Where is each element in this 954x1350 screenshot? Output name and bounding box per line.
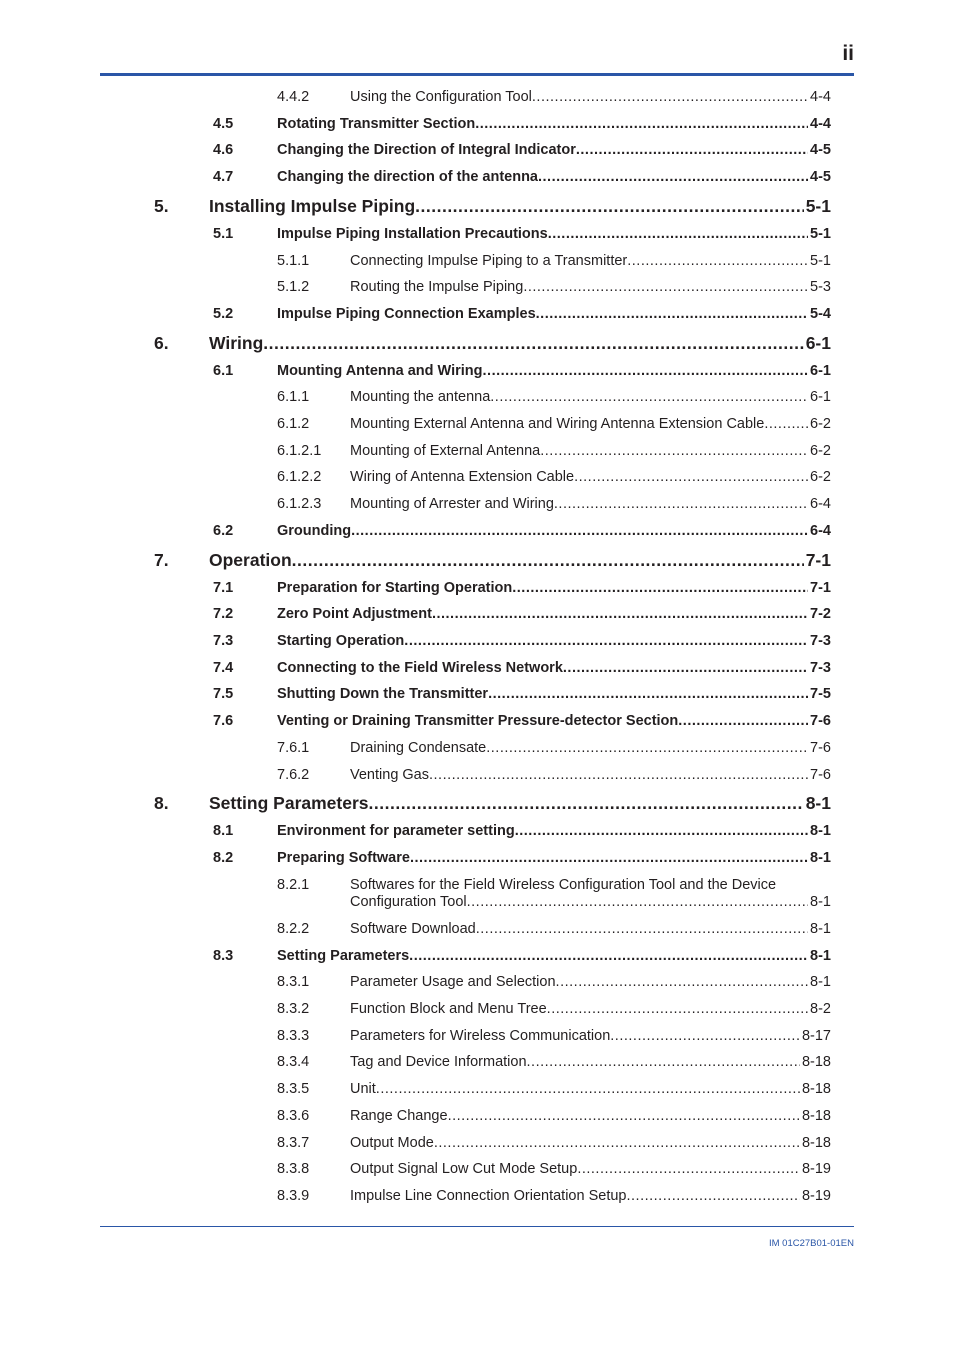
toc-entry[interactable]: [0, 1026, 954, 1046]
toc-number: 4.6: [213, 142, 234, 158]
toc-title: Zero Point Adjustment: [277, 606, 432, 622]
toc-number: 6.1.2: [277, 416, 310, 432]
dot-leader: [415, 195, 804, 217]
toc-title: Venting Gas: [350, 767, 429, 783]
toc-entry[interactable]: [0, 711, 954, 731]
toc-title: Draining Condensate: [350, 740, 487, 756]
toc-page: 5-3: [810, 279, 831, 295]
toc-page: 6-2: [810, 443, 831, 459]
toc-page: 8-1: [810, 921, 831, 937]
toc-page: 6-4: [810, 496, 831, 512]
toc-page: 4-4: [810, 89, 831, 105]
toc-entry[interactable]: [0, 738, 954, 758]
toc-entry[interactable]: [0, 1186, 954, 1206]
dot-leader: [376, 1079, 800, 1099]
toc-page: 7-1: [810, 580, 831, 596]
toc-page: 7-3: [810, 660, 831, 676]
toc-title: Environment for parameter setting: [277, 823, 515, 839]
dot-leader: [467, 892, 808, 912]
toc-title: Mounting Antenna and Wiring: [277, 363, 483, 379]
toc-number: 5.1.1: [277, 253, 310, 269]
toc-entry[interactable]: [0, 167, 954, 187]
toc-number: 7.6.2: [277, 767, 310, 783]
toc-entry[interactable]: [0, 875, 954, 910]
toc-page: 6-4: [810, 523, 831, 539]
toc-number: 6.1.2.3: [277, 496, 322, 512]
toc-page: 7-2: [810, 606, 831, 622]
toc-title: Changing the Direction of Integral Indicator: [277, 142, 576, 158]
toc-page: 8-1: [810, 850, 831, 866]
toc-page: 6-1: [810, 389, 831, 405]
toc-number: 7.6: [213, 713, 234, 729]
toc-number: 6.: [154, 333, 169, 353]
toc-number: 5.1: [213, 226, 234, 242]
toc-number: 8.: [154, 793, 169, 813]
dot-leader: [434, 1133, 800, 1153]
toc-entry[interactable]: [0, 387, 954, 407]
toc-title: Software Download: [350, 921, 476, 937]
dot-leader: [536, 304, 808, 324]
dot-leader: [532, 87, 808, 107]
toc-entry[interactable]: [0, 114, 954, 134]
toc-page: 5-4: [810, 306, 831, 322]
toc-number: 6.2: [213, 523, 234, 539]
dot-leader: [483, 361, 809, 381]
toc-entry[interactable]: [0, 521, 954, 541]
toc-number: 8.3.8: [277, 1161, 310, 1177]
toc-number: 8.3.3: [277, 1028, 310, 1044]
dot-leader: [576, 140, 808, 160]
toc-title: Preparing Software: [277, 850, 410, 866]
toc-title: Mounting the antenna: [350, 389, 491, 405]
toc-number: 7.4: [213, 660, 234, 676]
footer-rule: [100, 1226, 854, 1227]
toc-entry[interactable]: [0, 658, 954, 678]
dot-leader: [538, 167, 808, 187]
toc-title: Softwares for the Field Wireless Configuration Tool and the Device: [350, 877, 777, 893]
toc-entry[interactable]: [0, 792, 954, 814]
toc-page: 7-1: [805, 550, 831, 570]
dot-leader: [488, 684, 808, 704]
toc-title: Mounting External Antenna and Wiring Antenna Extension Cable: [350, 416, 765, 432]
toc-number: 8.2.2: [277, 921, 310, 937]
toc-page: 4-5: [810, 142, 831, 158]
toc-entry[interactable]: [0, 414, 954, 434]
toc-number: 8.3.1: [277, 974, 310, 990]
toc-entry[interactable]: [0, 972, 954, 992]
page-number: ii: [842, 42, 854, 65]
toc-entry[interactable]: [0, 277, 954, 297]
dot-leader: [512, 578, 808, 598]
toc-title: Unit: [350, 1081, 376, 1097]
toc-title: Tag and Device Information: [350, 1054, 527, 1070]
toc-number: 8.1: [213, 823, 234, 839]
toc-title: Setting Parameters: [209, 793, 369, 813]
toc-title: Function Block and Menu Tree: [350, 1001, 547, 1017]
dot-leader: [540, 441, 808, 461]
toc-number: 8.2: [213, 850, 234, 866]
toc-number: 8.3.4: [277, 1054, 310, 1070]
toc-page: 7-3: [810, 633, 831, 649]
dot-leader: [490, 387, 808, 407]
dot-leader: [523, 277, 808, 297]
toc-page: 6-1: [810, 363, 831, 379]
toc-page: 8-19: [801, 1161, 831, 1177]
toc-entry[interactable]: [0, 848, 954, 868]
dot-leader: [475, 114, 808, 134]
toc-title: Connecting to the Field Wireless Network: [277, 660, 563, 676]
dot-leader: [429, 765, 808, 785]
toc-page: 6-2: [810, 416, 831, 432]
toc-page: 8-18: [801, 1135, 831, 1151]
toc-page: 8-18: [801, 1081, 831, 1097]
toc-page: 8-19: [801, 1188, 831, 1204]
document-id: IM 01C27B01-01EN: [768, 1238, 854, 1249]
dot-leader: [476, 919, 808, 939]
toc-entry[interactable]: [0, 140, 954, 160]
toc-number: 5.2: [213, 306, 234, 322]
toc-page: 5-1: [810, 253, 831, 269]
toc-page: 6-2: [810, 469, 831, 485]
dot-leader: [574, 467, 808, 487]
toc-page: 7-6: [810, 713, 831, 729]
toc-page: 4-4: [810, 116, 831, 132]
toc-entry[interactable]: [0, 604, 954, 624]
dot-leader: [410, 848, 808, 868]
toc-title: Wiring: [209, 333, 264, 353]
toc-title: Parameters for Wireless Communication: [350, 1028, 611, 1044]
toc-title: Output Mode: [350, 1135, 434, 1151]
toc-title: Routing the Impulse Piping: [350, 279, 524, 295]
dot-leader: [432, 604, 808, 624]
toc-title: Impulse Piping Installation Precautions: [277, 226, 548, 242]
toc-number: 5.: [154, 196, 169, 216]
toc-entry[interactable]: [0, 195, 954, 217]
toc-title: Shutting Down the Transmitter: [277, 686, 489, 702]
dot-leader: [764, 414, 808, 434]
toc-title: Mounting of Arrester and Wiring: [350, 496, 554, 512]
toc-number: 6.1.2.2: [277, 469, 322, 485]
toc-entry[interactable]: [0, 251, 954, 271]
toc-number: 8.3: [213, 948, 234, 964]
dot-leader: [351, 521, 808, 541]
toc-page: 7-6: [810, 740, 831, 756]
toc-title: Using the Configuration Tool: [350, 89, 532, 105]
toc-number: 8.3.2: [277, 1001, 310, 1017]
toc-entry[interactable]: [0, 332, 954, 354]
toc-title: Venting or Draining Transmitter Pressure-detector Section: [277, 713, 679, 729]
toc-title: Range Change: [350, 1108, 448, 1124]
toc-title: Output Signal Low Cut Mode Setup: [350, 1161, 578, 1177]
dot-leader: [404, 631, 808, 651]
toc-entry[interactable]: [0, 87, 954, 107]
toc-number: 7.2: [213, 606, 234, 622]
toc-entry[interactable]: [0, 999, 954, 1019]
toc-title: Connecting Impulse Piping to a Transmitter: [350, 253, 628, 269]
toc-title: Grounding: [277, 523, 352, 539]
dot-leader: [515, 821, 808, 841]
toc-page: 7-6: [810, 767, 831, 783]
toc-page: 5-1: [805, 196, 831, 216]
toc-entry[interactable]: [0, 946, 954, 966]
dot-leader: [626, 1186, 799, 1206]
dot-leader: [527, 1052, 800, 1072]
dot-leader: [547, 999, 808, 1019]
toc-page: 8-18: [801, 1108, 831, 1124]
toc-page: 8-1: [810, 974, 831, 990]
toc-entry[interactable]: [0, 919, 954, 939]
toc-title: Impulse Piping Connection Examples: [277, 306, 536, 322]
toc-title: Installing Impulse Piping: [209, 196, 416, 216]
toc-title: Wiring of Antenna Extension Cable: [350, 469, 575, 485]
toc-page: 8-1: [805, 793, 831, 813]
toc-number: 8.3.7: [277, 1135, 310, 1151]
toc-entry[interactable]: [0, 361, 954, 381]
dot-leader: [556, 972, 808, 992]
toc-number: 8.3.6: [277, 1108, 310, 1124]
toc-entry[interactable]: [0, 494, 954, 514]
toc-page: 8-1: [810, 894, 831, 910]
toc-entry[interactable]: [0, 304, 954, 324]
toc-number: 7.: [154, 550, 169, 570]
toc-entry[interactable]: [0, 1052, 954, 1072]
toc-number: 7.6.1: [277, 740, 310, 756]
toc-page: 8-1: [810, 823, 831, 839]
toc-entry[interactable]: [0, 441, 954, 461]
toc-entry[interactable]: [0, 1133, 954, 1153]
dot-leader: [610, 1026, 800, 1046]
toc-number: 7.3: [213, 633, 234, 649]
dot-leader: [263, 332, 803, 354]
dot-leader: [678, 711, 808, 731]
toc-number: 4.7: [213, 169, 234, 185]
toc-entry[interactable]: [0, 1106, 954, 1126]
toc-number: 8.3.9: [277, 1188, 310, 1204]
toc-title: Parameter Usage and Selection: [350, 974, 556, 990]
toc-entry[interactable]: [0, 1079, 954, 1099]
toc-page: 8-17: [801, 1028, 831, 1044]
toc-page: 8-1: [810, 948, 831, 964]
dot-leader: [563, 658, 808, 678]
dot-leader: [548, 224, 808, 244]
toc-number: 8.3.5: [277, 1081, 310, 1097]
toc-number: 5.1.2: [277, 279, 310, 295]
dot-leader: [554, 494, 808, 514]
toc-entry[interactable]: [0, 467, 954, 487]
toc-title: Impulse Line Connection Orientation Setup: [350, 1188, 627, 1204]
toc-title-continued: Configuration Tool: [350, 894, 467, 910]
dot-leader: [577, 1159, 800, 1179]
toc-title: Preparation for Starting Operation: [277, 580, 513, 596]
toc-entry[interactable]: [0, 765, 954, 785]
dot-leader: [369, 792, 804, 814]
toc-title: Operation: [209, 550, 292, 570]
dot-leader: [292, 549, 804, 571]
toc-page: 8-2: [810, 1001, 831, 1017]
toc-page: 6-1: [805, 333, 831, 353]
toc-entry[interactable]: [0, 578, 954, 598]
toc-number: 6.1.1: [277, 389, 310, 405]
toc-number: 4.5: [213, 116, 234, 132]
dot-leader: [448, 1106, 800, 1126]
toc-page: 4-5: [810, 169, 831, 185]
dot-leader: [627, 251, 808, 271]
toc-title: Setting Parameters: [277, 948, 410, 964]
toc-page: 5-1: [810, 226, 831, 242]
toc-title: Rotating Transmitter Section: [277, 116, 476, 132]
toc-entry[interactable]: [0, 224, 954, 244]
toc-entry[interactable]: [0, 821, 954, 841]
toc-number: 6.1.2.1: [277, 443, 322, 459]
dot-leader: [409, 946, 808, 966]
toc-title: Changing the direction of the antenna: [277, 169, 538, 185]
toc-number: 6.1: [213, 363, 234, 379]
toc-entry[interactable]: [0, 631, 954, 651]
toc-entry[interactable]: [0, 549, 954, 571]
toc-number: 8.2.1: [277, 877, 310, 893]
toc-number: 7.1: [213, 580, 234, 596]
toc-title: Starting Operation: [277, 633, 405, 649]
toc-page: 8-18: [801, 1054, 831, 1070]
toc-number: 4.4.2: [277, 89, 310, 105]
toc-title: Mounting of External Antenna: [350, 443, 541, 459]
toc-entry[interactable]: [0, 1159, 954, 1179]
toc-number: 7.5: [213, 686, 234, 702]
toc-entry[interactable]: [0, 684, 954, 704]
toc-page: 7-5: [810, 686, 831, 702]
dot-leader: [486, 738, 808, 758]
